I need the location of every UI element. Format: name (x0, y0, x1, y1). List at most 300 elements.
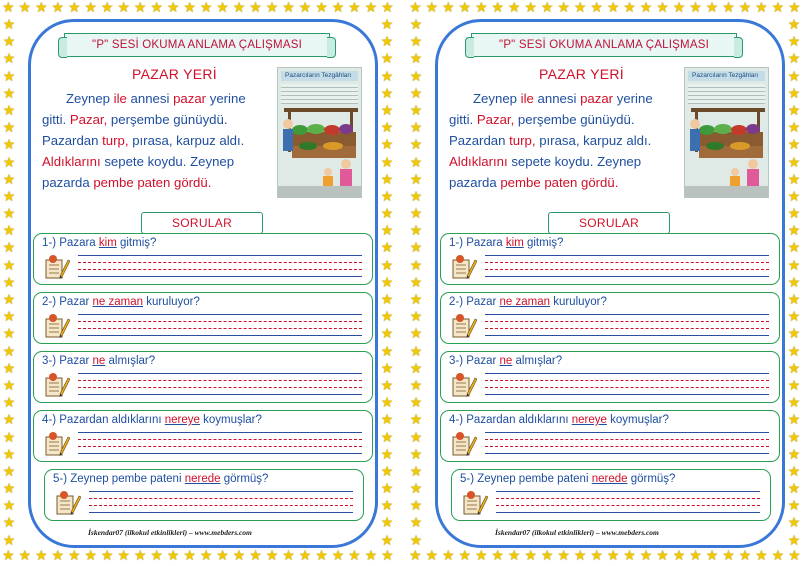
answer-line (485, 314, 769, 315)
star-icon: ★ (787, 120, 801, 137)
answer-line (78, 432, 362, 433)
question-part: görmüş? (627, 473, 676, 485)
star-border-bottom (0, 549, 396, 565)
question-text (449, 355, 562, 367)
pencil-notebook-icon (44, 254, 70, 280)
story-segment: pırasa, karpuz aldı. (132, 133, 245, 148)
star-icon: ★ (787, 292, 801, 308)
answer-line (78, 335, 362, 336)
market-stall-illustration (278, 68, 362, 198)
star-icon: ★ (787, 17, 801, 33)
pencil-notebook-icon (451, 254, 477, 280)
star-icon: ★ (409, 223, 423, 240)
star-icon: ★ (2, 0, 15, 16)
star-icon: ★ (199, 548, 213, 564)
answer-dashed-line (78, 439, 362, 440)
star-icon: ★ (150, 548, 163, 564)
star-icon: ★ (425, 0, 439, 16)
question-part: 4-) Pazardan aldıklarını (42, 414, 165, 426)
pencil-notebook-icon (451, 313, 477, 339)
story-segment: pembe paten gördü. (500, 175, 619, 190)
star-icon: ★ (787, 188, 801, 205)
story-segment: gitti. (42, 112, 70, 127)
star-icon: ★ (573, 548, 587, 564)
star-icon: ★ (51, 548, 65, 564)
star-icon: ★ (409, 498, 423, 515)
star-icon: ★ (409, 326, 423, 343)
star-icon: ★ (787, 446, 801, 463)
star-icon: ★ (409, 360, 423, 377)
star-icon: ★ (787, 51, 801, 68)
star-border-left (408, 18, 424, 548)
star-icon: ★ (2, 326, 16, 343)
question-part: kuruluyor? (143, 296, 200, 308)
star-icon: ★ (2, 292, 16, 308)
star-icon: ★ (348, 0, 361, 16)
star-icon: ★ (380, 429, 394, 446)
star-icon: ★ (2, 548, 15, 564)
answer-lines[interactable] (485, 432, 769, 454)
star-icon: ★ (771, 548, 785, 564)
star-icon: ★ (590, 0, 603, 16)
questions-header: SORULAR (141, 212, 263, 234)
story-segment: yerine (616, 91, 653, 106)
question-text (42, 355, 155, 367)
answer-line (485, 276, 769, 277)
star-icon: ★ (409, 154, 423, 171)
star-icon: ★ (331, 0, 345, 16)
star-icon: ★ (2, 463, 16, 480)
star-icon: ★ (409, 171, 423, 188)
star-icon: ★ (380, 137, 394, 154)
pencil-notebook-icon (55, 490, 81, 516)
star-icon: ★ (787, 515, 801, 532)
story-segment: pırasa, karpuz aldı. (539, 133, 652, 148)
story-segment: Zeynep (473, 91, 517, 106)
star-icon: ★ (380, 481, 394, 498)
answer-line (89, 491, 353, 492)
footer-credit: İskendar07 (ilkokul etkinlikleri) – www.mebders.com (88, 528, 252, 537)
star-icon: ★ (491, 0, 504, 16)
star-icon: ★ (409, 120, 423, 137)
star-icon: ★ (380, 446, 394, 463)
star-icon: ★ (409, 68, 423, 85)
star-icon: ★ (166, 0, 180, 16)
question-box-5 (451, 469, 771, 521)
question-keyword: nereye (571, 414, 607, 426)
star-icon: ★ (298, 548, 312, 564)
star-icon: ★ (705, 548, 719, 564)
star-icon: ★ (787, 274, 801, 291)
star-icon: ★ (409, 257, 423, 274)
answer-line (78, 255, 362, 256)
answer-line (485, 432, 769, 433)
star-icon: ★ (458, 0, 472, 16)
story-segment: pazar (169, 91, 210, 106)
star-icon: ★ (2, 188, 16, 205)
answer-line (485, 335, 769, 336)
star-icon: ★ (409, 548, 422, 564)
star-icon: ★ (34, 0, 48, 16)
star-icon: ★ (540, 0, 554, 16)
answer-line (485, 394, 769, 395)
star-icon: ★ (409, 515, 423, 532)
question-keyword: kim (98, 237, 117, 249)
question-keyword: ne (92, 355, 106, 367)
question-part: 2-) Pazar (42, 296, 93, 308)
star-icon: ★ (2, 515, 16, 532)
story-segment: Pazar, (476, 112, 518, 127)
star-icon: ★ (232, 548, 246, 564)
story-line (42, 88, 272, 109)
question-keyword: nereye (164, 414, 200, 426)
story-segment: ile (110, 91, 131, 106)
star-icon: ★ (672, 0, 686, 16)
question-part: almışlar? (105, 355, 156, 367)
question-text (42, 237, 156, 249)
star-icon: ★ (183, 0, 196, 16)
star-icon: ★ (380, 154, 394, 171)
star-icon: ★ (639, 0, 653, 16)
question-part: 1-) Pazara (449, 237, 506, 249)
market-stall-illustration (685, 68, 769, 198)
answer-lines[interactable] (485, 255, 769, 277)
story-segment: perşembe günüydü. (110, 112, 228, 127)
star-icon: ★ (409, 274, 423, 291)
star-icon: ★ (249, 548, 262, 564)
star-icon: ★ (755, 0, 768, 16)
star-icon: ★ (380, 326, 394, 343)
star-icon: ★ (590, 548, 603, 564)
star-icon: ★ (380, 240, 394, 257)
answer-line (89, 512, 353, 513)
star-icon: ★ (380, 171, 394, 188)
answer-lines[interactable] (78, 314, 362, 336)
answer-lines[interactable] (78, 255, 362, 277)
star-icon: ★ (2, 137, 16, 154)
story-segment: pembe paten gördü. (93, 175, 212, 190)
star-icon: ★ (166, 548, 180, 564)
question-keyword: nerede (591, 473, 628, 485)
star-icon: ★ (409, 377, 423, 394)
story-segment: ile (517, 91, 538, 106)
star-icon: ★ (787, 85, 801, 102)
questions-header: SORULAR (548, 212, 670, 234)
star-icon: ★ (2, 240, 16, 257)
star-icon: ★ (2, 171, 16, 188)
star-icon: ★ (787, 34, 801, 51)
star-icon: ★ (409, 532, 423, 549)
star-icon: ★ (507, 548, 521, 564)
star-border-bottom (407, 549, 803, 565)
star-icon: ★ (183, 548, 196, 564)
star-icon: ★ (409, 292, 423, 308)
star-icon: ★ (606, 548, 620, 564)
question-part: 2-) Pazar (449, 296, 500, 308)
star-icon: ★ (380, 532, 394, 549)
star-icon: ★ (524, 548, 537, 564)
answer-line (78, 276, 362, 277)
star-icon: ★ (380, 102, 394, 119)
question-text (42, 296, 200, 308)
star-icon: ★ (787, 206, 801, 223)
star-icon: ★ (788, 548, 801, 564)
star-icon: ★ (265, 0, 279, 16)
worksheet-banner (64, 33, 330, 57)
pencil-notebook-icon (451, 431, 477, 457)
answer-line (485, 255, 769, 256)
star-icon: ★ (380, 51, 394, 68)
star-border-left (1, 18, 17, 548)
question-box-3 (440, 351, 780, 403)
answer-lines[interactable] (496, 491, 760, 513)
star-icon: ★ (623, 548, 636, 564)
star-icon: ★ (380, 68, 394, 85)
star-icon: ★ (2, 154, 16, 171)
star-icon: ★ (380, 85, 394, 102)
star-border-right (786, 18, 802, 548)
star-icon: ★ (2, 274, 16, 291)
question-box-1 (33, 233, 373, 285)
star-icon: ★ (51, 0, 65, 16)
star-icon: ★ (787, 309, 801, 326)
star-icon: ★ (2, 68, 16, 85)
story-segment: turp, (509, 133, 540, 148)
star-icon: ★ (216, 548, 229, 564)
answer-lines[interactable] (78, 432, 362, 454)
story-segment: pazarda (449, 175, 501, 190)
story-segment: sepete koydu. Zeynep (511, 154, 642, 169)
story-segment: Zeynep (66, 91, 110, 106)
story-segment: Aldıklarını (42, 154, 105, 169)
star-icon: ★ (656, 0, 669, 16)
star-icon: ★ (409, 463, 423, 480)
star-icon: ★ (738, 548, 752, 564)
star-icon: ★ (2, 343, 16, 360)
answer-lines[interactable] (89, 491, 353, 513)
star-icon: ★ (409, 412, 423, 429)
story-line (42, 109, 272, 130)
question-box-4 (440, 410, 780, 462)
star-icon: ★ (787, 257, 801, 274)
answer-dashed-line (485, 446, 769, 447)
pencil-notebook-icon (44, 313, 70, 339)
question-part: koymuşlar? (606, 414, 669, 426)
question-part: koymuşlar? (199, 414, 262, 426)
picture-caption: Pazarcıların Tezgâhları (688, 71, 765, 81)
question-part: 4-) Pazardan aldıklarını (449, 414, 572, 426)
pencil-notebook-icon (451, 372, 477, 398)
story-segment: Aldıklarını (449, 154, 512, 169)
star-icon: ★ (491, 548, 504, 564)
star-icon: ★ (380, 206, 394, 223)
star-icon: ★ (380, 34, 394, 51)
star-icon: ★ (364, 0, 378, 16)
star-icon: ★ (787, 240, 801, 257)
answer-dashed-line (496, 498, 760, 499)
question-part: kuruluyor? (550, 296, 607, 308)
star-icon: ★ (787, 223, 801, 240)
star-border-top (0, 1, 396, 17)
pencil-notebook-icon (44, 431, 70, 457)
answer-dashed-line (496, 505, 760, 506)
answer-dashed-line (485, 269, 769, 270)
answer-line (485, 453, 769, 454)
star-icon: ★ (441, 0, 455, 16)
star-icon: ★ (409, 51, 423, 68)
star-icon: ★ (409, 0, 422, 16)
answer-dashed-line (485, 262, 769, 263)
star-icon: ★ (380, 223, 394, 240)
answer-line (496, 491, 760, 492)
question-part: 3-) Pazar (449, 355, 500, 367)
star-icon: ★ (656, 548, 669, 564)
star-icon: ★ (364, 548, 378, 564)
star-icon: ★ (409, 17, 423, 33)
question-box-3 (33, 351, 373, 403)
star-icon: ★ (84, 0, 97, 16)
story-line (449, 172, 679, 193)
story-segment: annesi (537, 91, 577, 106)
story-segment: Pazardan (449, 133, 510, 148)
star-icon: ★ (380, 257, 394, 274)
question-part: 3-) Pazar (42, 355, 93, 367)
star-icon: ★ (380, 309, 394, 326)
star-icon: ★ (380, 377, 394, 394)
star-icon: ★ (540, 548, 554, 564)
star-icon: ★ (381, 0, 394, 16)
star-icon: ★ (380, 515, 394, 532)
star-icon: ★ (787, 395, 801, 412)
answer-lines[interactable] (485, 314, 769, 336)
pencil-notebook-icon (44, 372, 70, 398)
question-part: almışlar? (512, 355, 563, 367)
star-icon: ★ (409, 395, 423, 412)
question-keyword: ne zaman (499, 296, 551, 308)
star-icon: ★ (524, 0, 537, 16)
answer-dashed-line (485, 439, 769, 440)
answer-dashed-line (78, 328, 362, 329)
star-icon: ★ (380, 17, 394, 33)
star-icon: ★ (315, 0, 328, 16)
answer-lines[interactable] (78, 373, 362, 395)
story-paragraph (449, 88, 679, 193)
star-icon: ★ (232, 0, 246, 16)
question-part: 5-) Zeynep pembe pateni (460, 473, 592, 485)
star-icon: ★ (788, 0, 801, 16)
star-icon: ★ (249, 0, 262, 16)
star-icon: ★ (2, 532, 16, 549)
story-segment: perşembe günüydü. (517, 112, 635, 127)
story-segment: pazarda (42, 175, 94, 190)
answer-dashed-line (78, 387, 362, 388)
star-icon: ★ (409, 481, 423, 498)
question-text (460, 473, 675, 485)
answer-dashed-line (485, 387, 769, 388)
star-icon: ★ (507, 0, 521, 16)
worksheet-left (0, 0, 396, 566)
story-segment: Pazar, (69, 112, 111, 127)
star-border-top (407, 1, 803, 17)
star-icon: ★ (722, 548, 735, 564)
star-icon: ★ (380, 188, 394, 205)
answer-dashed-line (78, 446, 362, 447)
question-box-2 (33, 292, 373, 344)
star-icon: ★ (216, 0, 229, 16)
star-icon: ★ (409, 429, 423, 446)
question-part: gitmiş? (116, 237, 157, 249)
star-icon: ★ (2, 446, 16, 463)
star-icon: ★ (409, 85, 423, 102)
question-part: 1-) Pazara (42, 237, 99, 249)
star-icon: ★ (380, 120, 394, 137)
footer-credit: İskendar07 (ilkokul etkinlikleri) – www.mebders.com (495, 528, 659, 537)
answer-dashed-line (485, 380, 769, 381)
star-icon: ★ (705, 0, 719, 16)
banner-text: "P" SESİ OKUMA ANLAMA ÇALIŞMASI (92, 39, 302, 51)
star-icon: ★ (425, 548, 439, 564)
story-segment: yerine (209, 91, 246, 106)
question-box-4 (33, 410, 373, 462)
star-icon: ★ (787, 481, 801, 498)
star-icon: ★ (787, 343, 801, 360)
worksheet-banner (471, 33, 737, 57)
star-icon: ★ (2, 429, 16, 446)
star-icon: ★ (2, 309, 16, 326)
star-icon: ★ (639, 548, 653, 564)
answer-dashed-line (89, 505, 353, 506)
story-line (449, 109, 679, 130)
star-icon: ★ (150, 0, 163, 16)
answer-dashed-line (89, 498, 353, 499)
pencil-notebook-icon (462, 490, 488, 516)
star-icon: ★ (18, 548, 32, 564)
star-icon: ★ (34, 548, 48, 564)
answer-lines[interactable] (485, 373, 769, 395)
star-icon: ★ (2, 481, 16, 498)
star-icon: ★ (67, 0, 81, 16)
question-keyword: ne zaman (92, 296, 144, 308)
question-text (449, 237, 563, 249)
star-icon: ★ (331, 548, 345, 564)
answer-dashed-line (485, 321, 769, 322)
story-segment: gitti. (449, 112, 477, 127)
star-icon: ★ (2, 85, 16, 102)
star-icon: ★ (474, 548, 488, 564)
star-icon: ★ (380, 292, 394, 308)
star-icon: ★ (381, 548, 394, 564)
star-icon: ★ (787, 498, 801, 515)
story-line (42, 151, 272, 172)
star-icon: ★ (787, 154, 801, 171)
star-icon: ★ (557, 548, 570, 564)
star-icon: ★ (2, 17, 16, 33)
star-icon: ★ (348, 548, 361, 564)
star-icon: ★ (787, 429, 801, 446)
question-part: gitmiş? (523, 237, 564, 249)
star-icon: ★ (787, 326, 801, 343)
market-picture (277, 67, 362, 198)
answer-line (78, 394, 362, 395)
star-icon: ★ (409, 34, 423, 51)
star-icon: ★ (2, 223, 16, 240)
star-icon: ★ (2, 412, 16, 429)
question-text (42, 414, 262, 426)
star-icon: ★ (771, 0, 785, 16)
star-icon: ★ (409, 309, 423, 326)
answer-line (485, 373, 769, 374)
answer-dashed-line (485, 328, 769, 329)
